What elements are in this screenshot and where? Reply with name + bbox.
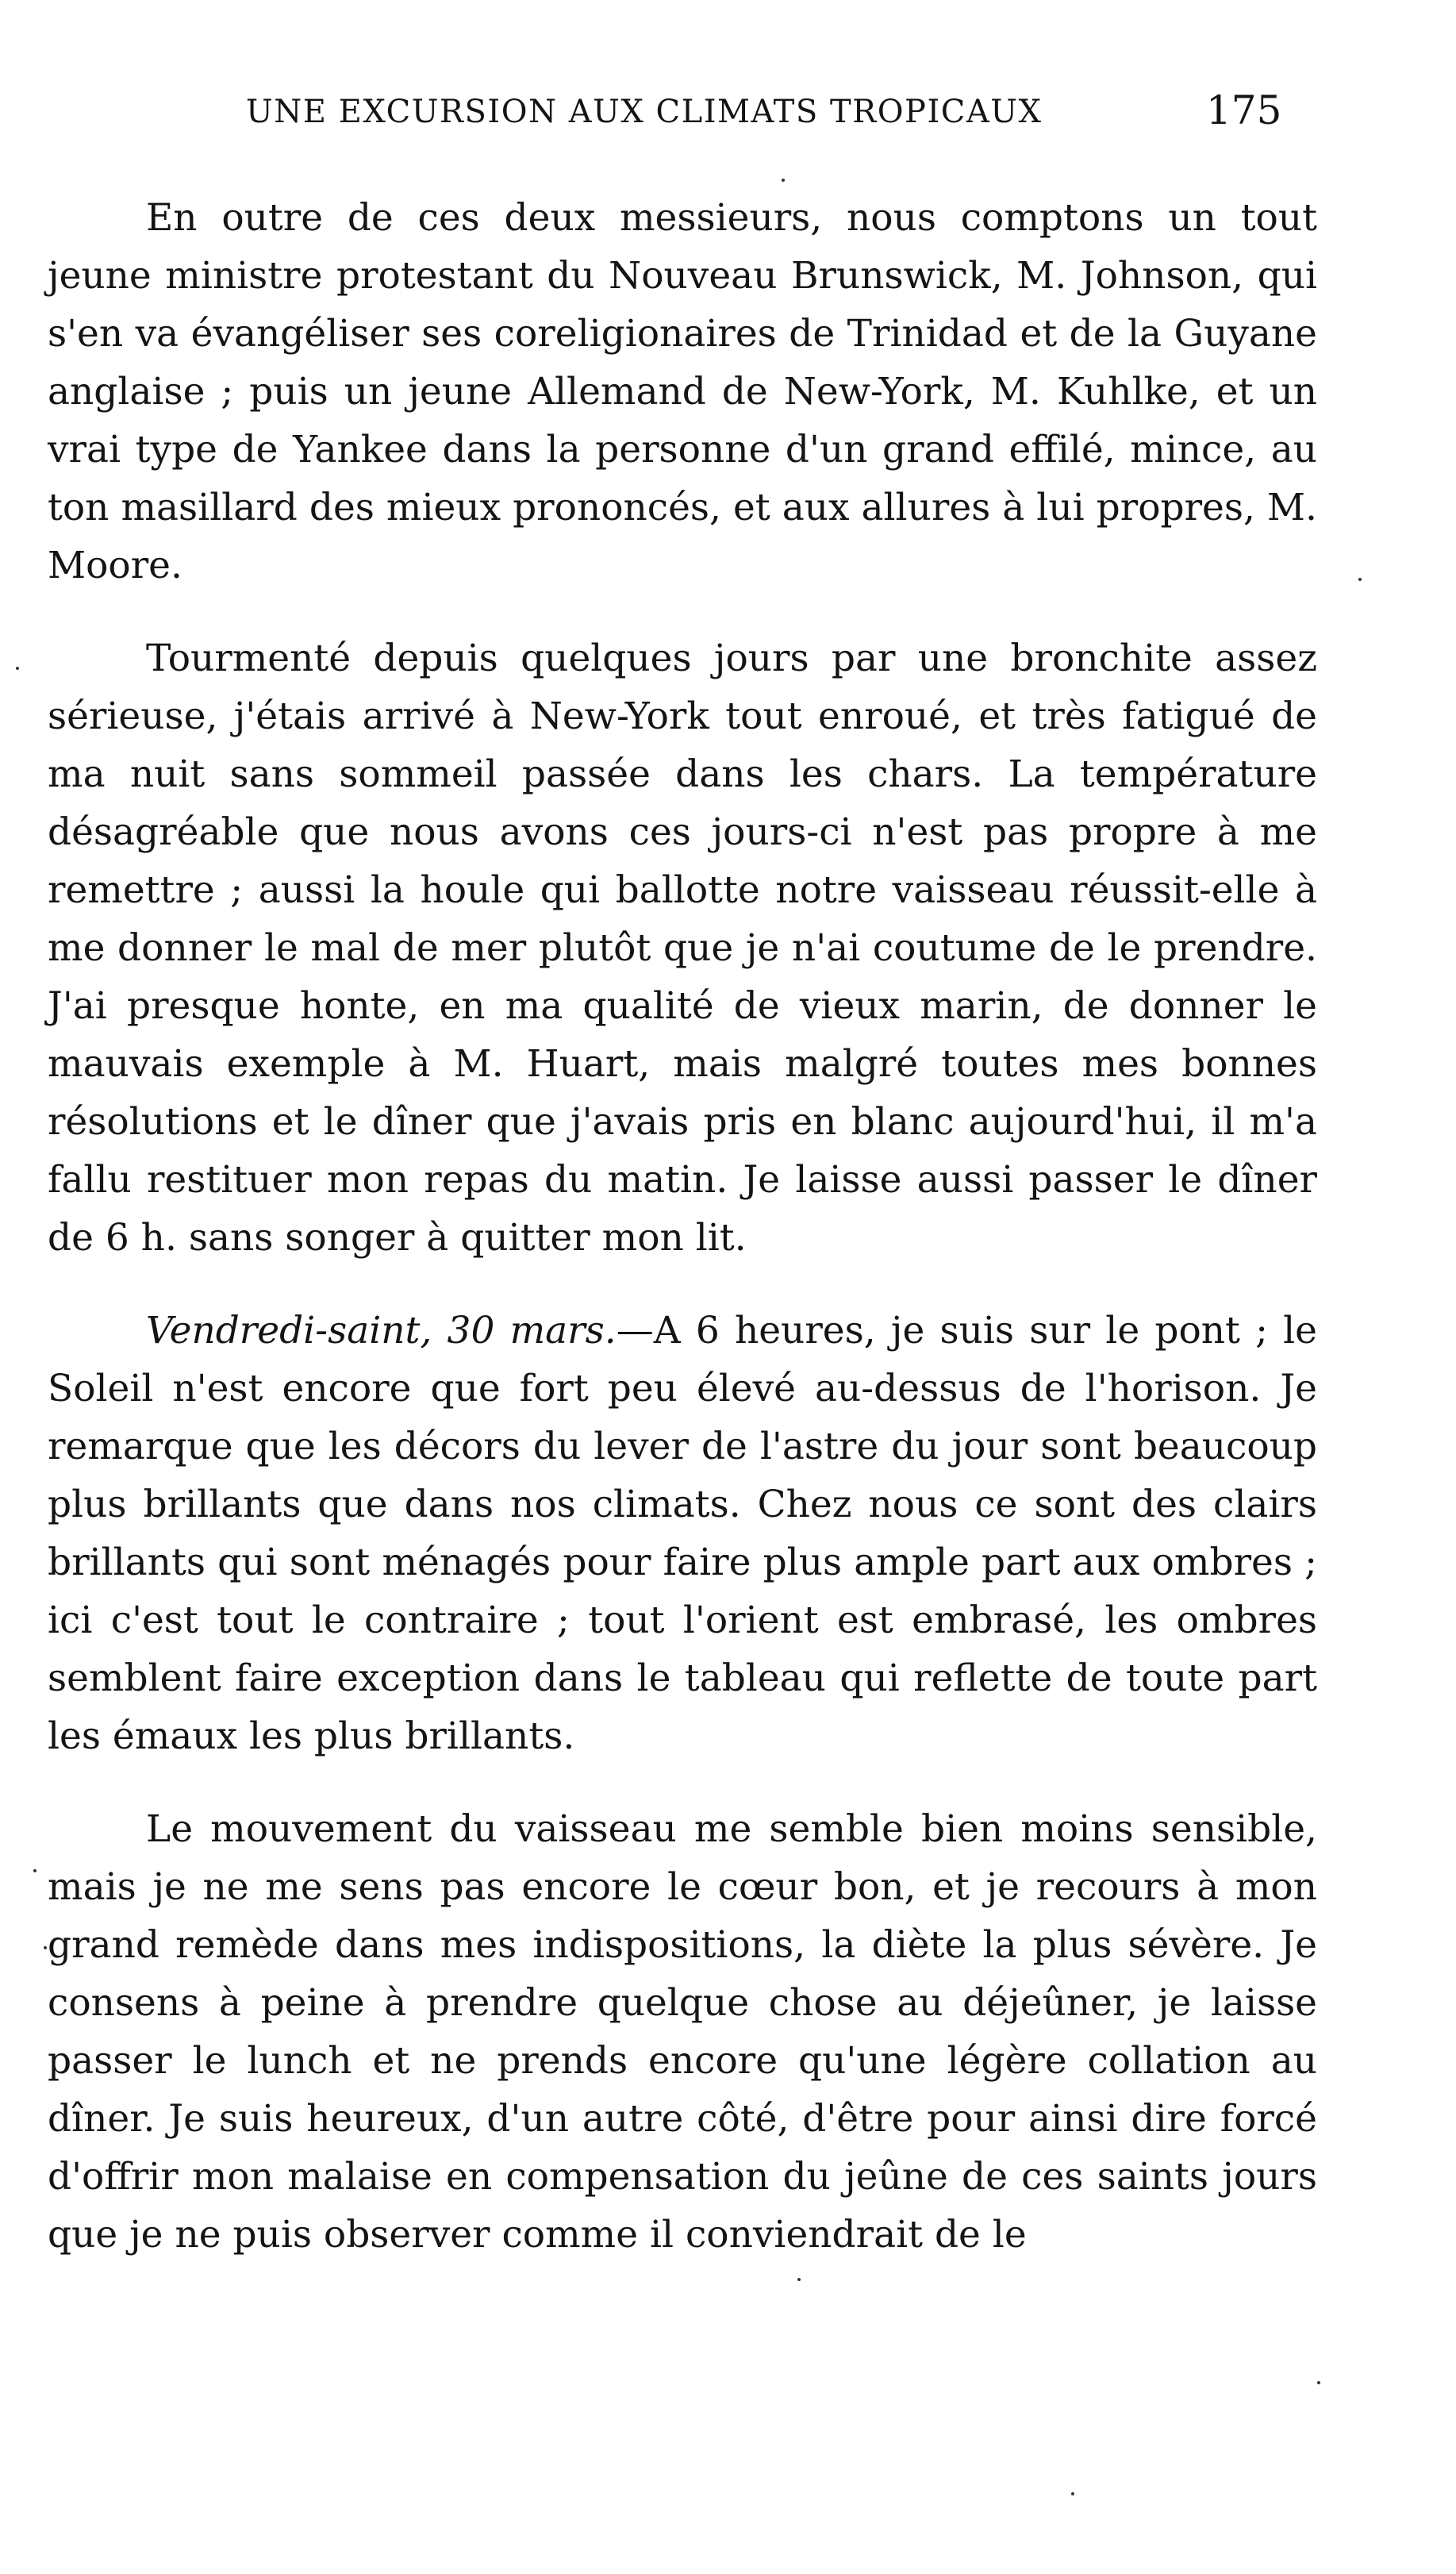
paragraph-3: [48, 1302, 1317, 1765]
paragraph-1: [48, 189, 1317, 594]
paper-speck: [1358, 578, 1362, 581]
paragraph-2-text: Tourmenté depuis quelques jours par une bronchite assez sérieuse, j'étais arrivé à New-York tout enroué, et très fatigué de ma nuit sans sommeil passée dans les chars. La température désagréable que nous avons ces jours-ci n'est pas propre à me remettre ; aussi la houle qui ballotte notre vaisseau réussit-elle à me donner le mal de mer plutôt que je n'ai coutume de le prendre. J'ai presque honte, en ma qualité de vieux marin, de donner le mauvais exemple à M. Huart, mais malgré toutes mes bonnes résolutions et le dîner que j'avais pris en blanc aujourd'hui, il m'a fallu restituer mon repas du matin. Je laisse aussi passer le dîner de 6 h. sans songer à quitter mon lit.: [48, 637, 1317, 1260]
paper-speck: [16, 667, 19, 670]
paragraph-4: [48, 1800, 1317, 2264]
paper-speck: [33, 1869, 36, 1872]
page-body: [48, 189, 1317, 2264]
paper-speck: [797, 2278, 801, 2281]
paragraph-2: [48, 629, 1317, 1267]
paragraph-3-text: —A 6 heures, je suis sur le pont ; le Soleil n'est encore que fort peu élevé au-dessus de l'horison. Je remarque que les décors du lever de l'astre du jour sont beaucoup plus brillants que dans nos climats. Chez nous ce sont des clairs brillants qui sont ménagés pour faire plus ample part aux ombres ; ici c'est tout le contraire ; tout l'orient est embrasé, les ombres semblent faire exception dans le tableau qui reflette de toute part les émaux les plus brillants.: [48, 1309, 1317, 1758]
paragraph-1-text: En outre de ces deux messieurs, nous comptons un tout jeune ministre protestant du Nouveau Brunswick, M. Johnson, qui s'en va évangéliser ses coreligionaires de Trinidad et de la Guyane anglaise ; puis un jeune Allemand de New-York, M. Kuhlke, et un vrai type de Yankee dans la personne d'un grand effilé, mince, au ton masillard des mieux prononcés, et aux allures à lui propres, M. Moore.: [48, 196, 1317, 587]
paper-speck: [44, 1946, 47, 1949]
paragraph-4-text: Le mouvement du vaisseau me semble bien moins sensible, mais je ne me sens pas encore le cœur bon, et je recours à mon grand remède dans mes indispositions, la diète la plus sévère. Je consens à peine à prendre quelque chose au déjeûner, je laisse passer le lunch et ne prends encore qu'une légère collation au dîner. Je suis heureux, d'un autre côté, d'être pour ainsi dire forcé d'offrir mon malaise en compensation du jeûne de ces saints jours que je ne puis observer comme il conviendrait de le: [48, 1807, 1317, 2257]
paragraph-3-lead: Vendredi-saint, 30 mars.: [146, 1309, 617, 1352]
paper-speck: [782, 179, 785, 182]
paper-speck: [1071, 2492, 1074, 2495]
paper-speck: [1317, 2381, 1320, 2384]
page-number: 175: [1206, 87, 1282, 133]
running-head: UNE EXCURSION AUX CLIMATS TROPICAUX: [246, 94, 1043, 130]
